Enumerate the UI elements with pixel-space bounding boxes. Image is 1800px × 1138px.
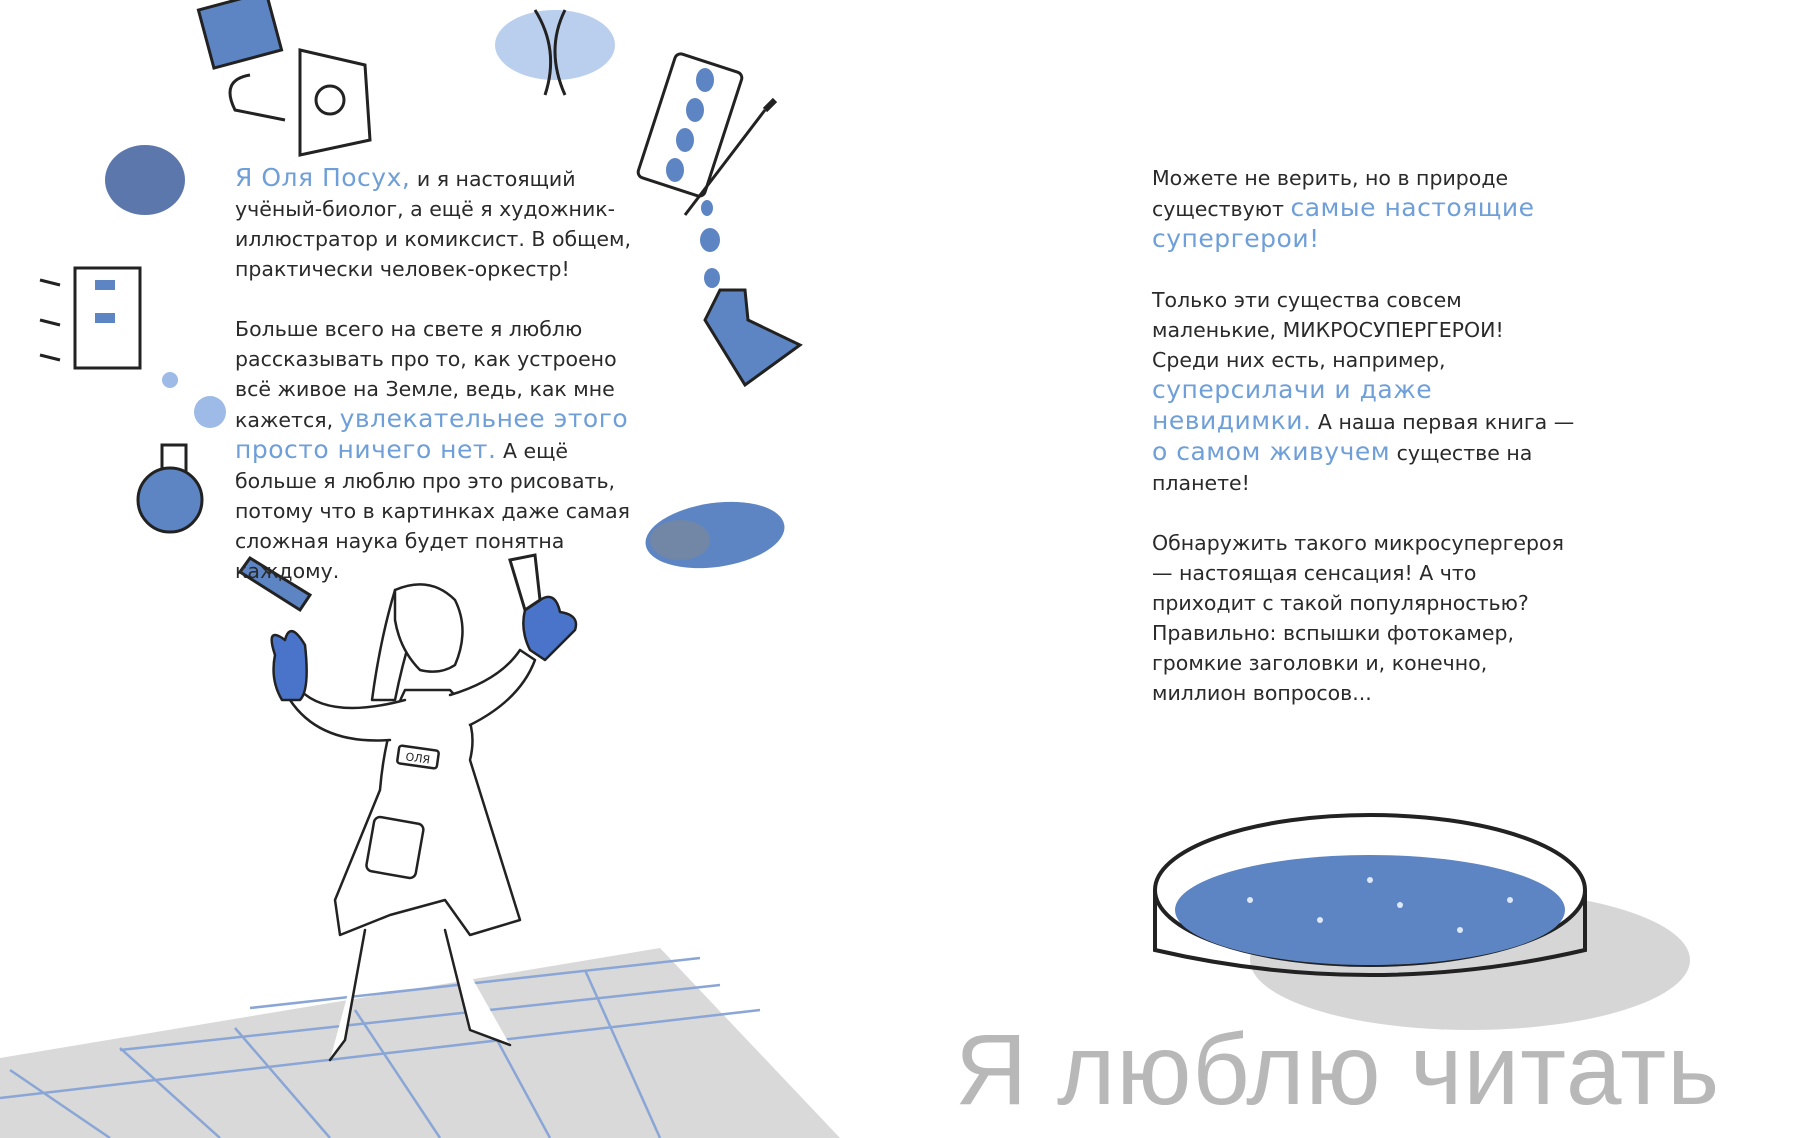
right-text-block — [1152, 163, 1577, 738]
round-flask-icon — [138, 445, 202, 532]
bacterium-icon — [641, 494, 789, 577]
petri-dish-illustration — [1155, 815, 1690, 1030]
watermark-text: Я люблю читать — [955, 1014, 1721, 1126]
intro-paragraph-2 — [235, 314, 655, 586]
virus-blob-icon — [105, 145, 185, 215]
floor-grid-illustration — [0, 948, 840, 1138]
author-name: Я Оля Посух, — [235, 163, 411, 192]
right-p2-mid: А наша первая книга — — [1311, 410, 1575, 434]
intro-paragraph-1 — [235, 163, 655, 284]
right-p2-start: Только эти существа совсем маленькие, МИКРОСУПЕРГЕРОИ! Среди них есть, например, — [1152, 288, 1504, 372]
right-p1-accent: самые настоящие супергерои! — [1152, 193, 1535, 253]
intro-text-block — [235, 163, 655, 616]
right-paragraph-3: Обнаружить такого микросупергероя — настоящая сенсация! А что приходит с такой популярностью? Правильно: вспышки фотокамер, громкие заголовки и, конечно, миллион вопросов... — [1152, 531, 1564, 705]
dots-icon — [162, 372, 226, 428]
name-badge-text: ОЛЯ — [404, 750, 431, 767]
dna-blob-icon — [495, 10, 615, 95]
test-tube-rack-icon — [40, 268, 140, 368]
right-paragraph-1 — [1152, 163, 1577, 255]
intro-p1-text: и я настоящий учёный-биолог, а ещё я художник-иллюстратор и комиксист. В общем, практически человек-оркестр! — [235, 167, 632, 281]
microscope-icon — [198, 0, 370, 155]
intro-p2-start: Больше всего на свете я люблю рассказывать про то, как устроено всё живое на Земле, ведь, как мне кажется, — [235, 317, 617, 432]
right-p2-accent-2: о самом живучем — [1152, 437, 1391, 466]
right-p1-start: Можете не верить, но в природе существуют — [1152, 166, 1509, 221]
right-p2-accent-1: суперсилачи и даже невидимки. — [1152, 375, 1433, 435]
intro-p2-end: А ещё больше я люблю про это рисовать, потому что в картинках даже самая сложная наука будет понятна каждому. — [235, 439, 630, 583]
paint-drops-icon — [700, 200, 720, 288]
flask-icon — [705, 290, 800, 385]
intro-p2-accent: увлекательнее этого просто ничего нет. — [235, 404, 629, 464]
right-paragraph-2 — [1152, 285, 1577, 498]
right-p2-end: существе на планете! — [1152, 441, 1533, 495]
